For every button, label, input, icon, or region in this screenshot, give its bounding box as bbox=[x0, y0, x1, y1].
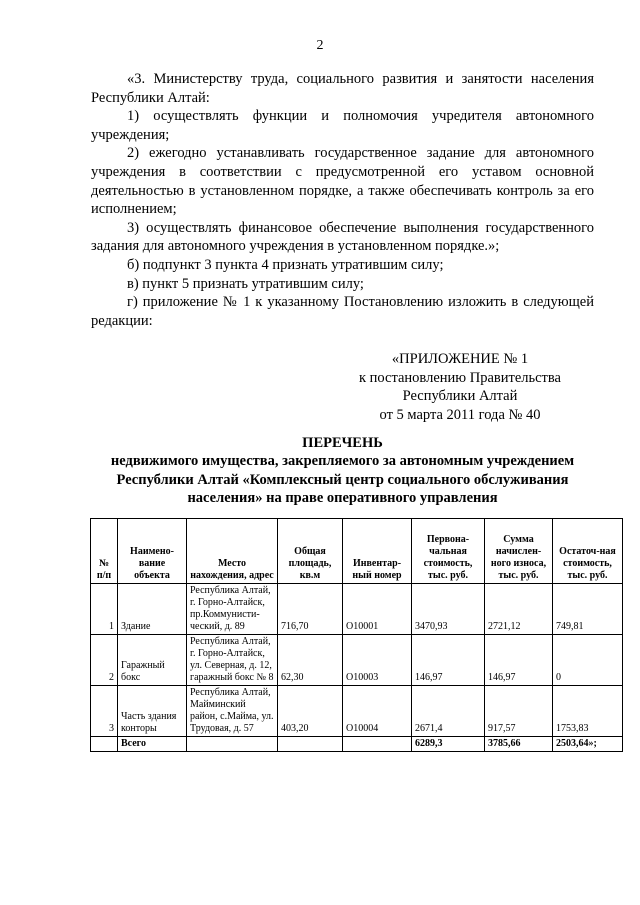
cell-inventory bbox=[343, 737, 412, 752]
total-residual-cost: 2503,64»; bbox=[553, 737, 623, 752]
cell-address: Республика Алтай, Майминский район, с.Майма, ул. Трудовая, д. 57 bbox=[187, 686, 278, 737]
cell-num bbox=[91, 737, 118, 752]
cell-initial-cost: 146,97 bbox=[412, 635, 485, 686]
total-depreciation: 3785,66 bbox=[485, 737, 553, 752]
body-paragraph: «3. Министерству труда, социального развития и занятости населения Республики Алтай: bbox=[91, 71, 594, 106]
cell-num: 2 bbox=[91, 635, 118, 686]
cell-initial-cost: 2671,4 bbox=[412, 686, 485, 737]
cell-residual-cost: 749,81 bbox=[553, 584, 623, 635]
table-total-row bbox=[91, 737, 623, 752]
col-header-num: № п/п bbox=[91, 519, 118, 584]
cell-num: 3 bbox=[91, 686, 118, 737]
cell-address: Республика Алтай, г. Горно-Алтайск, пр.Коммунисти-ческий, д. 89 bbox=[187, 584, 278, 635]
table-row bbox=[91, 584, 623, 635]
col-header-area: Общая площадь, кв.м bbox=[278, 519, 343, 584]
cell-area: 62,30 bbox=[278, 635, 343, 686]
col-header-depreciation: Сумма начислен-ного износа, тыс. руб. bbox=[485, 519, 553, 584]
list-title bbox=[90, 434, 595, 507]
cell-inventory: О10001 bbox=[343, 584, 412, 635]
body-paragraph: 2) ежегодно устанавливать государственное задание для автономного учреждения в соответствии с предусмотренной его уставом основной деятельностью в установленном порядке, а также обеспечивать контроль за его исполнением; bbox=[91, 145, 594, 218]
cell-address: Республика Алтай, г. Горно-Алтайск, ул. Северная, д. 12, гаражный бокс № 8 bbox=[187, 635, 278, 686]
col-header-initial-cost: Первона-чальная стоимость, тыс. руб. bbox=[412, 519, 485, 584]
appendix-line: к постановлению Правительства bbox=[359, 369, 561, 386]
table-row bbox=[91, 635, 623, 686]
cell-depreciation: 917,57 bbox=[485, 686, 553, 737]
cell-residual-cost: 1753,83 bbox=[553, 686, 623, 737]
title-line: Республики Алтай «Комплексный центр социального обслуживания bbox=[116, 471, 569, 488]
cell-depreciation: 2721,12 bbox=[485, 584, 553, 635]
cell-inventory: О10003 bbox=[343, 635, 412, 686]
cell-area bbox=[278, 737, 343, 752]
appendix-header bbox=[340, 350, 580, 424]
page-number: 2 bbox=[316, 38, 324, 53]
cell-name: Здание bbox=[118, 584, 187, 635]
appendix-line: «ПРИЛОЖЕНИЕ № 1 bbox=[391, 351, 529, 367]
property-table bbox=[90, 518, 623, 752]
body-paragraph: 3) осуществлять финансовое обеспечение выполнения государственного задания для автономного учреждения в установленном порядке.»; bbox=[91, 219, 594, 255]
body-paragraph: в) пункт 5 признать утратившим силу; bbox=[127, 275, 364, 292]
appendix-line: Республики Алтай bbox=[402, 388, 518, 405]
cell-num: 1 bbox=[91, 584, 118, 635]
body-paragraph: г) приложение № 1 к указанному Постановлению изложить в следующей редакции: bbox=[91, 294, 594, 329]
total-label: Всего bbox=[118, 737, 187, 752]
col-header-name: Наимено-вание объекта bbox=[118, 519, 187, 584]
col-header-residual-cost: Остаточ-ная стоимость, тыс. руб. bbox=[553, 519, 623, 584]
col-header-inventory: Инвентар-ный номер bbox=[343, 519, 412, 584]
document-body bbox=[91, 70, 594, 330]
cell-name: Часть здания конторы bbox=[118, 686, 187, 737]
cell-residual-cost: 0 bbox=[553, 635, 623, 686]
appendix-line: от 5 марта 2011 года № 40 bbox=[379, 406, 541, 423]
cell-area: 716,70 bbox=[278, 584, 343, 635]
table-row bbox=[91, 686, 623, 737]
total-initial-cost: 6289,3 bbox=[412, 737, 485, 752]
cell-address bbox=[187, 737, 278, 752]
body-paragraph: б) подпункт 3 пункта 4 признать утратившим силу; bbox=[127, 256, 444, 273]
title-heading: ПЕРЕЧЕНЬ bbox=[302, 435, 383, 451]
cell-depreciation: 146,97 bbox=[485, 635, 553, 686]
body-paragraph: 1) осуществлять функции и полномочия учредителя автономного учреждения; bbox=[91, 108, 594, 143]
cell-area: 403,20 bbox=[278, 686, 343, 737]
title-line: недвижимого имущества, закрепляемого за автономным учреждением bbox=[110, 453, 575, 470]
col-header-address: Место нахождения, адрес bbox=[187, 519, 278, 584]
title-line: населения» на праве оперативного управления bbox=[187, 489, 498, 506]
cell-inventory: О10004 bbox=[343, 686, 412, 737]
table-header-row bbox=[91, 519, 623, 584]
cell-name: Гаражный бокс bbox=[118, 635, 187, 686]
cell-initial-cost: 3470,93 bbox=[412, 584, 485, 635]
